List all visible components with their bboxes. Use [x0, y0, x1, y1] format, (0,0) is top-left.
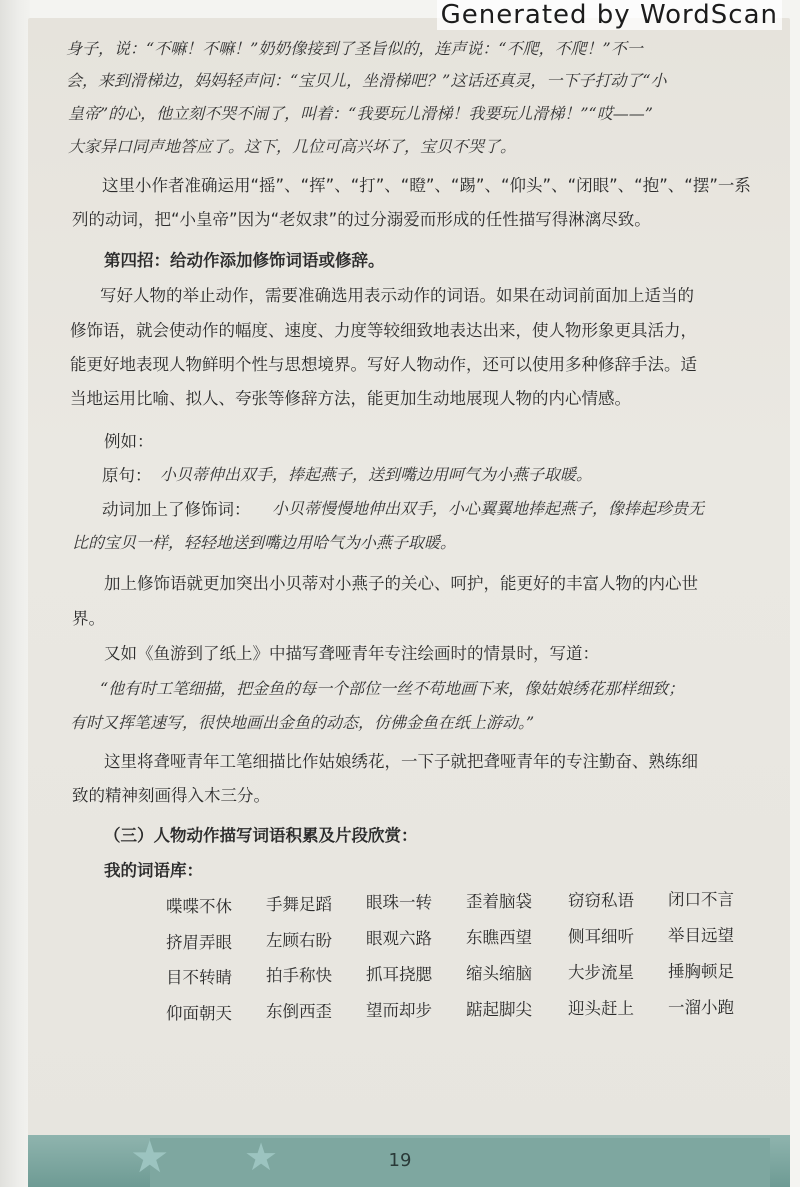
story-line-text: 皇帝”的心，他立刻不哭不闹了，叫着：“我要玩儿滑梯！我要玩儿滑梯！”“哎——”: [68, 104, 653, 123]
vocab-word: 左顾右盼: [266, 931, 332, 950]
vocab-word: 手舞足蹈: [266, 895, 332, 914]
vocab-word: 大步流星: [568, 963, 634, 982]
story-line-text: 会，来到滑梯边，妈妈轻声问：“宝贝儿，坐滑梯吧？”这话还真灵，一下子打动了“小: [66, 71, 667, 90]
section-heading-text: （三）人物动作描写词语积累及片段欣赏：: [104, 826, 418, 845]
vocab-word: 举目远望: [668, 926, 734, 945]
modified-text: 小贝蒂慢慢地伸出双手，小心翼翼地捧起燕子，像捧起珍贵无: [272, 499, 705, 518]
commentary-text: 列的动词，把“小皇帝”因为“老奴隶”的过分溺爱而形成的任性描写得淋漓尽致。: [72, 210, 651, 229]
story-line-text: 大家异口同声地答应了。这下，几位可高兴坏了，宝贝不哭了。: [68, 137, 517, 156]
paragraph-text: 当地运用比喻、拟人、夸张等修辞方法，能更加生动地展现人物的内心情感。: [70, 389, 631, 408]
star-icon: ★: [130, 1132, 170, 1183]
vocab-word: 捶胸顿足: [668, 962, 734, 981]
example-label-text: 例如：: [104, 432, 154, 451]
paragraph-text: 这里将聋哑青年工笔细描比作姑娘绣花，一下子就把聋哑青年的专注勤奋、熟练细: [104, 752, 698, 771]
paragraph-text: 界。: [72, 609, 105, 628]
original-text: 小贝蒂伸出双手，捧起燕子，送到嘴边用呵气为小燕子取暖。: [160, 465, 593, 484]
modified-text: 比的宝贝一样，轻轻地送到嘴边用哈气为小燕子取暖。: [72, 533, 457, 552]
vocab-word: 侧耳细听: [568, 927, 634, 946]
commentary-text: 这里小作者准确运用“摇”、“挥”、“打”、“瞪”、“踢”、“仰头”、“闭眼”、“抱”、“摆”一系: [102, 176, 751, 195]
vocab-word: 歪着脑袋: [466, 892, 532, 911]
watermark-text: Generated by WordScan: [437, 0, 782, 30]
vocab-word: 踮起脚尖: [466, 1000, 532, 1019]
vocab-word: 迎头赶上: [568, 999, 634, 1018]
book-edge: [0, 0, 30, 1187]
paragraph-text: 修饰语，就会使动作的幅度、速度、力度等较细致地表达出来，使人物形象更具活力，: [70, 321, 697, 340]
vocab-word: 东瞧西望: [466, 928, 532, 947]
vocab-word: 东倒西歪: [266, 1002, 332, 1021]
vocab-word: 眼观六路: [366, 929, 432, 948]
paragraph-text: 写好人物的举止动作，需要准确选用表示动作的词语。如果在动词前面加上适当的: [100, 286, 694, 305]
quote-text: 有时又挥笔速写，很快地画出金鱼的动态，仿佛金鱼在纸上游动。”: [70, 713, 535, 732]
vocab-word: 喋喋不休: [166, 897, 232, 916]
modified-label: 动词加上了修饰词：: [102, 500, 251, 519]
story-line-text: 身子，说：“不嘛！不嘛！”奶奶像接到了圣旨似的，连声说：“不爬，不爬！”不一: [66, 39, 643, 58]
vocab-word: 目不转睛: [166, 968, 232, 987]
page-number: 19: [388, 1150, 412, 1171]
vocab-word: 仰面朝天: [166, 1004, 232, 1023]
vocab-word: 一溜小跑: [668, 998, 734, 1017]
section-heading-text: 第四招：给动作添加修饰词语或修辞。: [104, 251, 385, 270]
vocab-word: 缩头缩脑: [466, 964, 532, 983]
vocab-word: 拍手称快: [266, 966, 332, 985]
paragraph-text: 能更好地表现人物鲜明个性与思想境界。写好人物动作，还可以使用多种修辞手法。适: [70, 355, 697, 374]
vocab-word: 闭口不言: [668, 890, 734, 909]
paragraph-text: 加上修饰语就更加突出小贝蒂对小燕子的关心、呵护，能更好的丰富人物的内心世: [104, 574, 698, 593]
quote-text: “他有时工笔细描，把金鱼的每一个部位一丝不苟地画下来，像姑娘绣花那样细致；: [100, 679, 685, 698]
paragraph-text: 致的精神刻画得入木三分。: [72, 786, 270, 805]
vocab-word: 抓耳挠腮: [366, 965, 432, 984]
vocab-word: 挤眉弄眼: [166, 933, 232, 952]
vocab-word: 望而却步: [366, 1001, 432, 1020]
original-label: 原句：: [102, 466, 152, 485]
star-icon: ★: [244, 1135, 279, 1179]
paragraph-text: 又如《鱼游到了纸上》中描写聋哑青年专注绘画时的情景时，写道：: [104, 644, 599, 663]
vocab-word: 眼珠一转: [366, 893, 432, 912]
vocab-word: 窃窃私语: [568, 891, 634, 910]
vocab-label-text: 我的词语库：: [104, 861, 203, 880]
